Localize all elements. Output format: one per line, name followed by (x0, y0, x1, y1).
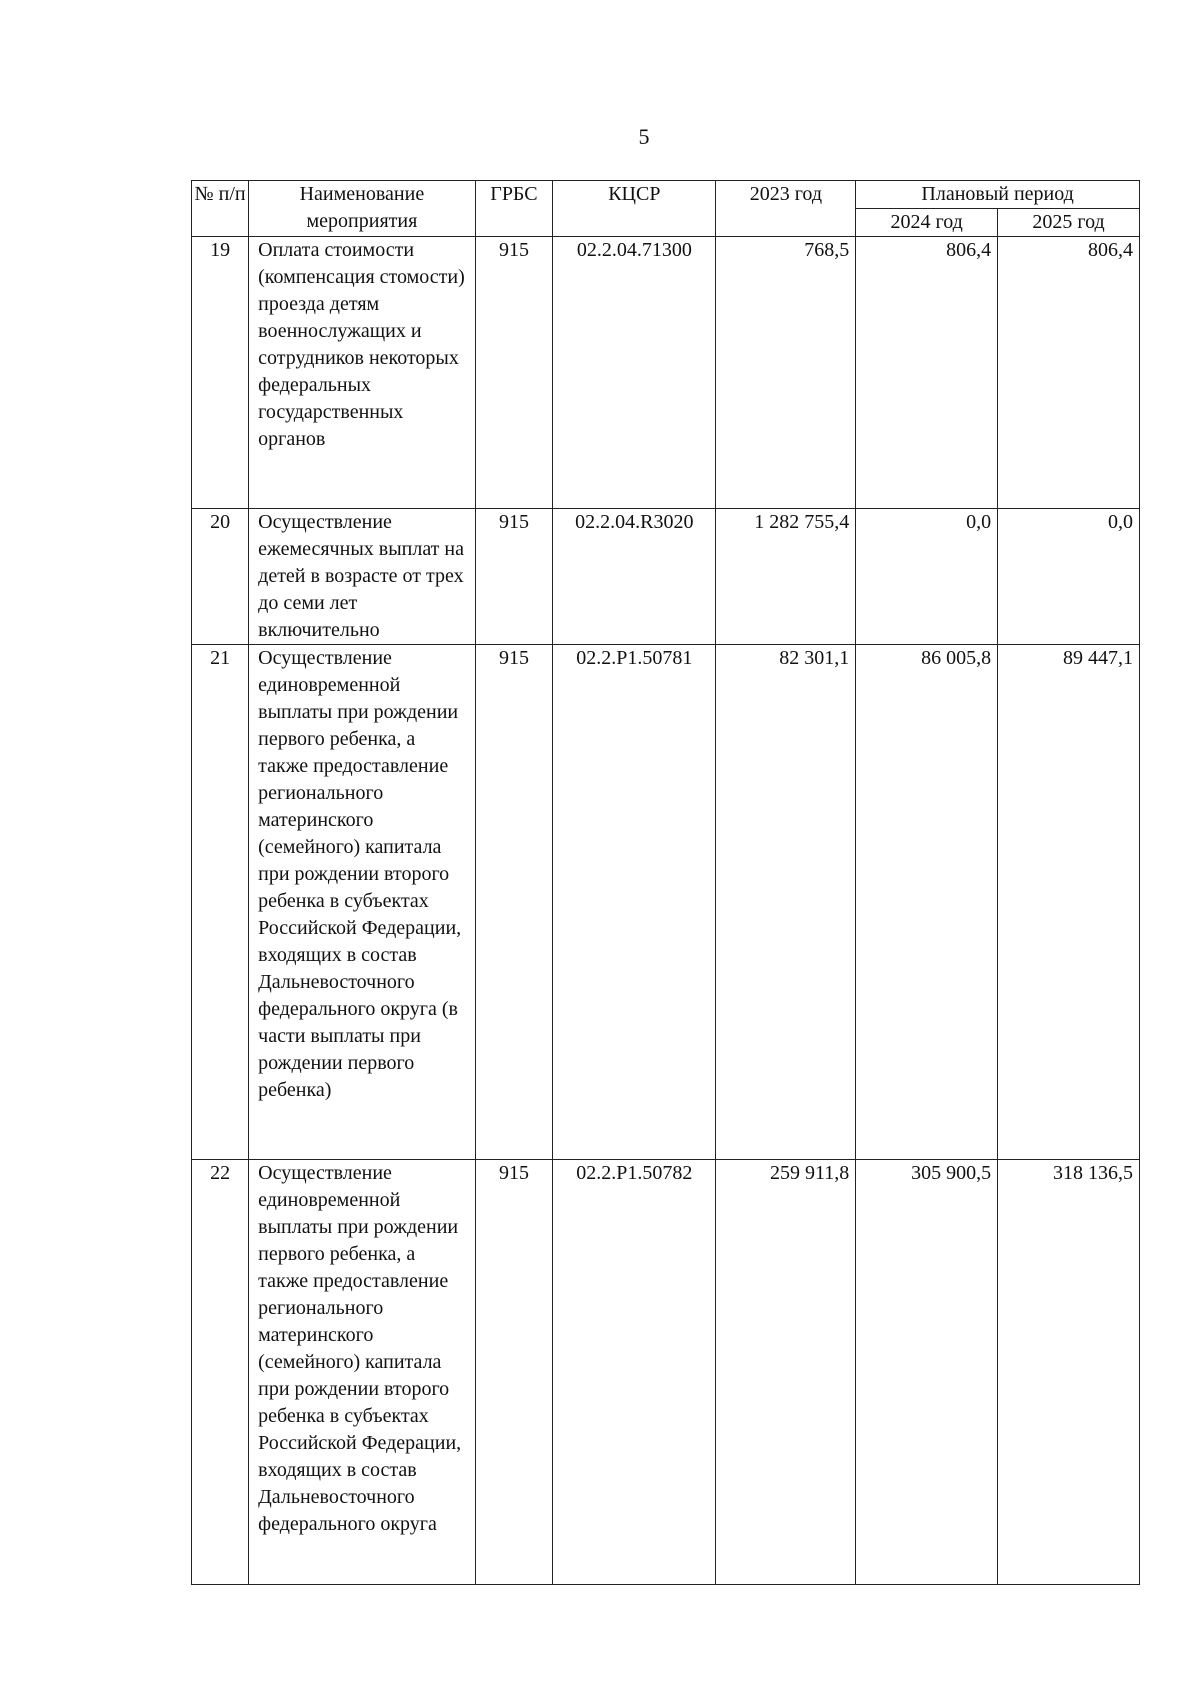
header-2025: 2025 год (998, 209, 1140, 237)
kcsr-code: 02.2.P1.50781 (553, 645, 716, 1160)
table-row (192, 645, 1140, 1160)
activity-name: Осуществление единовременной выплаты при рождении первого ребенка, а также предоставление регионального материнского (семейного) капитала при рождении второго ребенка в субъектах Российской Федерации, входящих в состав Дальневосточного федерального округа (в части выплаты при рождении первого ребенка) (249, 645, 476, 1160)
row-number: 21 (192, 645, 249, 1160)
header-name: Наименование мероприятия (249, 181, 476, 237)
amount-2024: 806,4 (856, 237, 998, 509)
grbs-code: 915 (475, 237, 553, 509)
header-plan-period: Плановый период (856, 181, 1140, 209)
page-number: 5 (638, 124, 650, 149)
amount-2023: 259 911,8 (716, 1160, 856, 1585)
header-2023: 2023 год (716, 181, 856, 237)
grbs-code: 915 (475, 1160, 553, 1585)
header-2024: 2024 год (856, 209, 998, 237)
kcsr-code: 02.2.04.71300 (553, 237, 716, 509)
row-number: 19 (192, 237, 249, 509)
grbs-code: 915 (475, 645, 553, 1160)
header-kcsr: КЦСР (553, 181, 716, 237)
amount-2025: 318 136,5 (998, 1160, 1140, 1585)
amount-2025: 806,4 (998, 237, 1140, 509)
budget-table (191, 180, 1140, 1585)
amount-2025: 0,0 (998, 509, 1140, 645)
activity-name: Осуществление единовременной выплаты при рождении первого ребенка, а также предоставление регионального материнского (семейного) капитала при рождении второго ребенка в субъектах Российской Федерации, входящих в состав Дальневосточного федерального округа (249, 1160, 476, 1585)
amount-2025: 89 447,1 (998, 645, 1140, 1160)
kcsr-code: 02.2.04.R3020 (553, 509, 716, 645)
amount-2024: 0,0 (856, 509, 998, 645)
row-number: 20 (192, 509, 249, 645)
amount-2024: 86 005,8 (856, 645, 998, 1160)
table-row (192, 237, 1140, 509)
row-number: 22 (192, 1160, 249, 1585)
amount-2024: 305 900,5 (856, 1160, 998, 1585)
grbs-code: 915 (475, 509, 553, 645)
table-row (192, 1160, 1140, 1585)
activity-name: Осуществление ежемесячных выплат на детей в возрасте от трех до семи лет включительно (249, 509, 476, 645)
kcsr-code: 02.2.P1.50782 (553, 1160, 716, 1585)
amount-2023: 1 282 755,4 (716, 509, 856, 645)
table-header (192, 181, 1140, 237)
table-row (192, 509, 1140, 645)
header-grbs: ГРБС (475, 181, 553, 237)
header-num: № п/п (192, 181, 249, 237)
activity-name: Оплата стоимости (компенсация стомости) проезда детям военнослужащих и сотрудников некоторых федеральных государственных органов (249, 237, 476, 509)
amount-2023: 82 301,1 (716, 645, 856, 1160)
amount-2023: 768,5 (716, 237, 856, 509)
